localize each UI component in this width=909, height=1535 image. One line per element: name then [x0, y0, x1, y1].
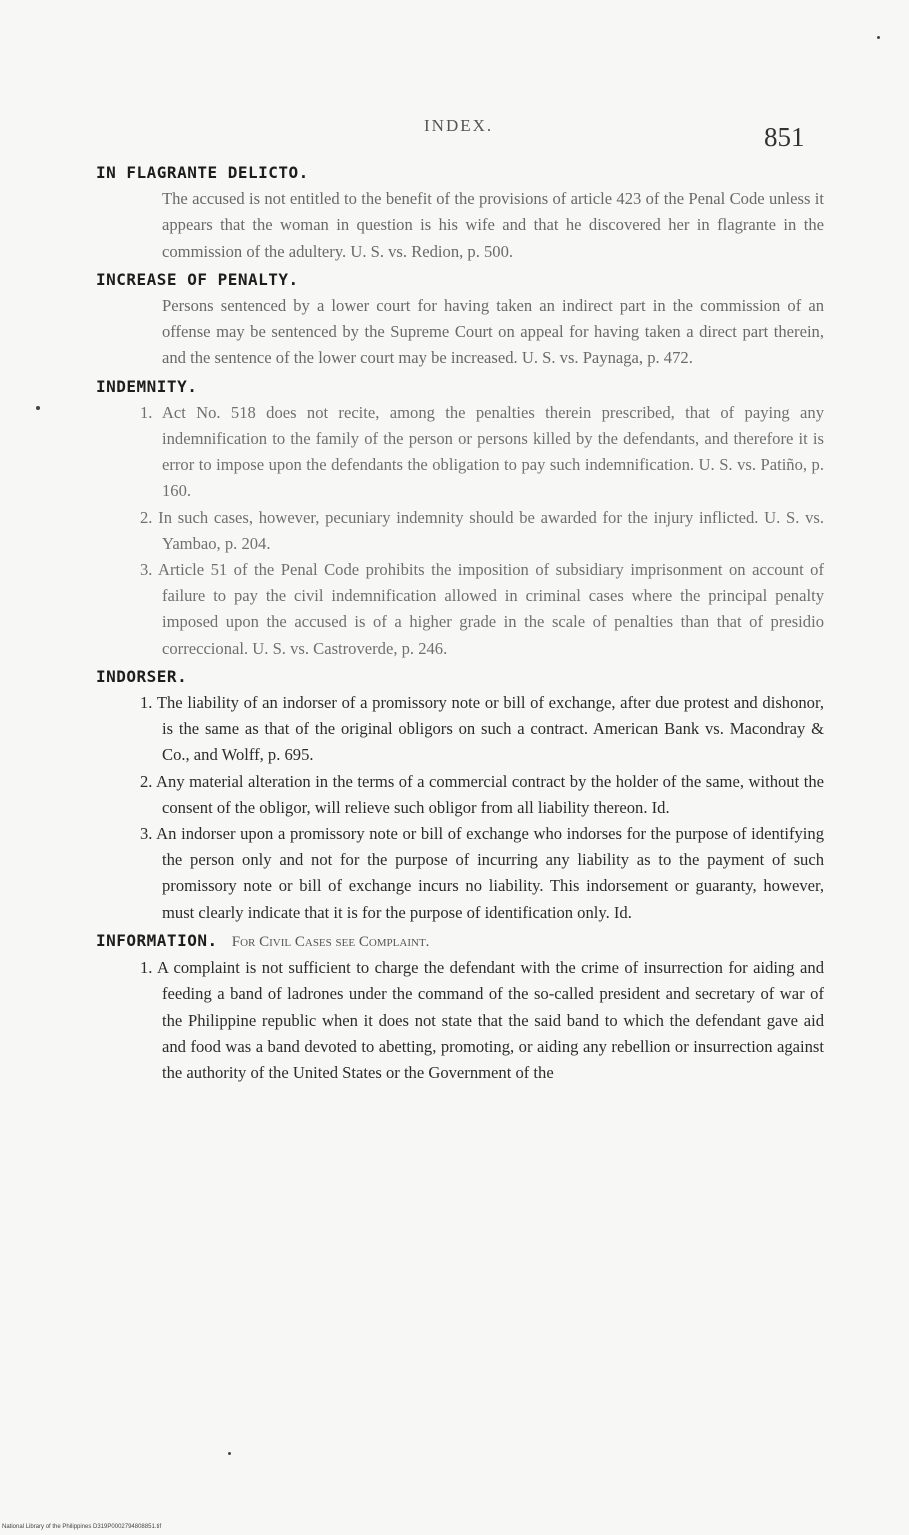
scan-footer: National Library of the Philippines D319P0002794808851.tif — [2, 1524, 162, 1530]
entry-item: 1. The liability of an indorser of a promissory note or bill of exchange, after due protest and dishonor, is the same as that of the original obligors on such a contract. American Bank vs. Macondray & Co., and Wolff, p. 695. — [140, 693, 824, 765]
entry-heading: INFORMATION. — [96, 930, 218, 950]
entry-paragraph: The accused is not entitled to the benefit of the provisions of article 423 of the Penal Code unless it appears that the woman in question is his wife and that he discovered her in flagrante in the commission of the adultery. U. S. vs. Redion, p. 500. — [162, 189, 824, 261]
see-also-reference: For Civil Cases see Complaint. — [231, 933, 430, 950]
scan-speck — [36, 406, 40, 410]
index-content — [96, 160, 824, 1088]
entry-heading: IN FLAGRANTE DELICTO. — [96, 163, 309, 182]
entry-item: 1. Act No. 518 does not recite, among the penalties therein prescribed, that of paying any indemnification to the family of the person or persons killed by the defendants, and therefore it is error to impose upon the defendants the obligation to pay such indemnification. U. S. vs. Patiño, p. 160. — [140, 402, 824, 501]
entry-item: 3. Article 51 of the Penal Code prohibits the imposition of subsidiary imprisonment on account of failure to pay the civil indemnification allowed in criminal cases where the principal penalty imposed upon the accused is of a higher grade in the scale of penalties than that of presidio correccional. U. S. vs. Castroverde, p. 246. — [140, 560, 824, 658]
entry-heading: INDEMNITY. — [96, 376, 198, 396]
scan-speck — [228, 1452, 231, 1455]
entry-heading: INDORSER. — [96, 666, 188, 686]
entry-item: 2. In such cases, however, pecuniary indemnity should be awarded for the injury inflicted. U. S. vs. Yambao, p. 204. — [140, 507, 824, 553]
running-head: INDEX. — [424, 116, 494, 135]
index-entry-indemnity — [96, 374, 824, 662]
index-entry-indorser — [96, 664, 824, 926]
entry-item: 2. Any material alteration in the terms of a commercial contract by the holder of the same, without the consent of the obligor, will relieve such obligor from all liability thereon. Id. — [140, 771, 824, 817]
entry-heading-line — [96, 928, 824, 955]
index-entry-information — [96, 928, 824, 1086]
index-entry-increase-of-penalty — [96, 267, 824, 372]
entry-paragraph: Persons sentenced by a lower court for having taken an indirect part in the commission of an offense may be sentenced by the Supreme Court on appeal for having taken a direct part therein, and the sentence of the lower court may be increased. U. S. vs. Paynaga, p. 472. — [162, 296, 824, 368]
entry-item: 1. A complaint is not sufficient to charge the defendant with the crime of insurrection for aiding and feeding a band of ladrones under the command of the so-called president and secretary of war of the Philippine republic when it does not state that the said band to which the defendant gave aid and food was a band devoted to abetting, promoting, or aiding any rebellion or insurrection against the authority of the United States or the Government of the — [140, 958, 824, 1082]
entry-heading: INCREASE OF PENALTY. — [96, 269, 299, 289]
index-entry-in-flagrante-delicto — [96, 160, 824, 265]
scan-speck — [877, 36, 880, 39]
page-number: 851 — [764, 122, 805, 152]
entry-item: 3. An indorser upon a promissory note or bill of exchange who indorses for the purpose of identifying the person only and not for the purpose of incurring any liability as to the payment of such promissory note or bill of exchange incurs no liability. This indorsement or guaranty, however, must clearly indicate that it is for the purpose of identification only. Id. — [140, 824, 824, 922]
